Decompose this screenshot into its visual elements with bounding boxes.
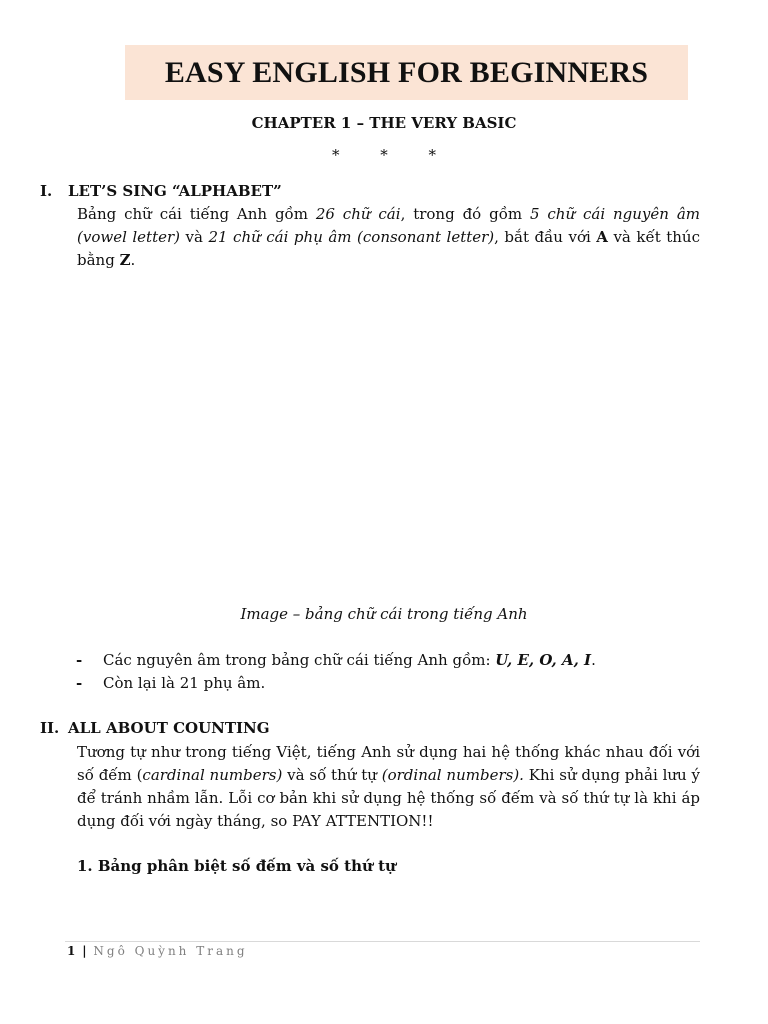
page-number: 1	[67, 944, 76, 958]
section-2-paragraph	[77, 741, 700, 833]
text-run: , trong đó gồm	[400, 205, 530, 223]
divider-star: *	[428, 146, 437, 164]
text-run: Khi sử dụng phải lưu ý để tránh nhầm lẫn. Lỗi cơ bản khi sử dụng hệ thống số đếm và số thứ tự là khi áp dụng đối với ngày tháng, so PAY ATTENTION!!	[77, 766, 700, 830]
title-banner	[125, 45, 688, 100]
letter-z: Z	[119, 251, 131, 269]
vowel-list: U, E, O, A, I	[495, 651, 592, 669]
bullet-item	[76, 674, 265, 692]
text-run: , bắt đầu với	[494, 228, 597, 246]
text-run-italic: 21 chữ cái phụ âm (consonant letter)	[208, 228, 495, 246]
text-run-italic: 26 chữ cái	[315, 205, 401, 223]
image-caption: Image – bảng chữ cái trong tiếng Anh	[240, 605, 528, 623]
divider-star: *	[380, 146, 388, 164]
author-name: Ngô Quỳnh Trang	[93, 944, 248, 958]
text-run: Tương tự như trong tiếng Việt, tiếng Anh sử dụng hai hệ thống khác nhau đối với số đếm (	[77, 743, 700, 784]
section-2-title: ALL ABOUT COUNTING	[68, 719, 270, 737]
chapter-heading: CHAPTER 1 – THE VERY BASIC	[251, 114, 517, 132]
bullet-dash: -	[76, 674, 83, 692]
page-footer	[67, 944, 248, 958]
bullet-item	[76, 651, 596, 669]
bullet-text: .	[591, 651, 596, 669]
section-1-paragraph	[77, 203, 700, 272]
section-2-number: II.	[40, 719, 60, 737]
document-title: EASY ENGLISH FOR BEGINNERS	[164, 55, 649, 89]
section-divider	[0, 146, 768, 164]
text-run: .	[130, 251, 136, 269]
footer-divider	[65, 941, 700, 942]
bullet-dash: -	[76, 651, 83, 669]
section-1-heading	[40, 182, 282, 200]
text-run: và kết thúc bằng	[77, 228, 700, 269]
subsection-heading: 1. Bảng phân biệt số đếm và số thứ tự	[77, 857, 396, 875]
text-run: và	[180, 228, 209, 246]
text-run-italic: cardinal numbers)	[142, 766, 283, 784]
bullet-text: Còn lại là 21 phụ âm.	[103, 674, 266, 692]
letter-a: A	[596, 228, 608, 246]
text-run: Bảng chữ cái tiếng Anh gồm	[77, 205, 316, 223]
section-1-number: I.	[40, 182, 53, 200]
text-run-italic: (ordinal numbers).	[381, 766, 524, 784]
divider-star: *	[331, 146, 340, 164]
text-run: và số thứ tự	[282, 766, 382, 784]
section-2-heading	[40, 719, 270, 737]
section-1-title: LET’S SING “ALPHABET”	[68, 182, 282, 200]
footer-separator: |	[82, 944, 87, 958]
text-run-italic: 5 chữ cái nguyên âm (vowel letter)	[77, 205, 700, 246]
bullet-text: Các nguyên âm trong bảng chữ cái tiếng Anh gồm:	[103, 651, 496, 669]
